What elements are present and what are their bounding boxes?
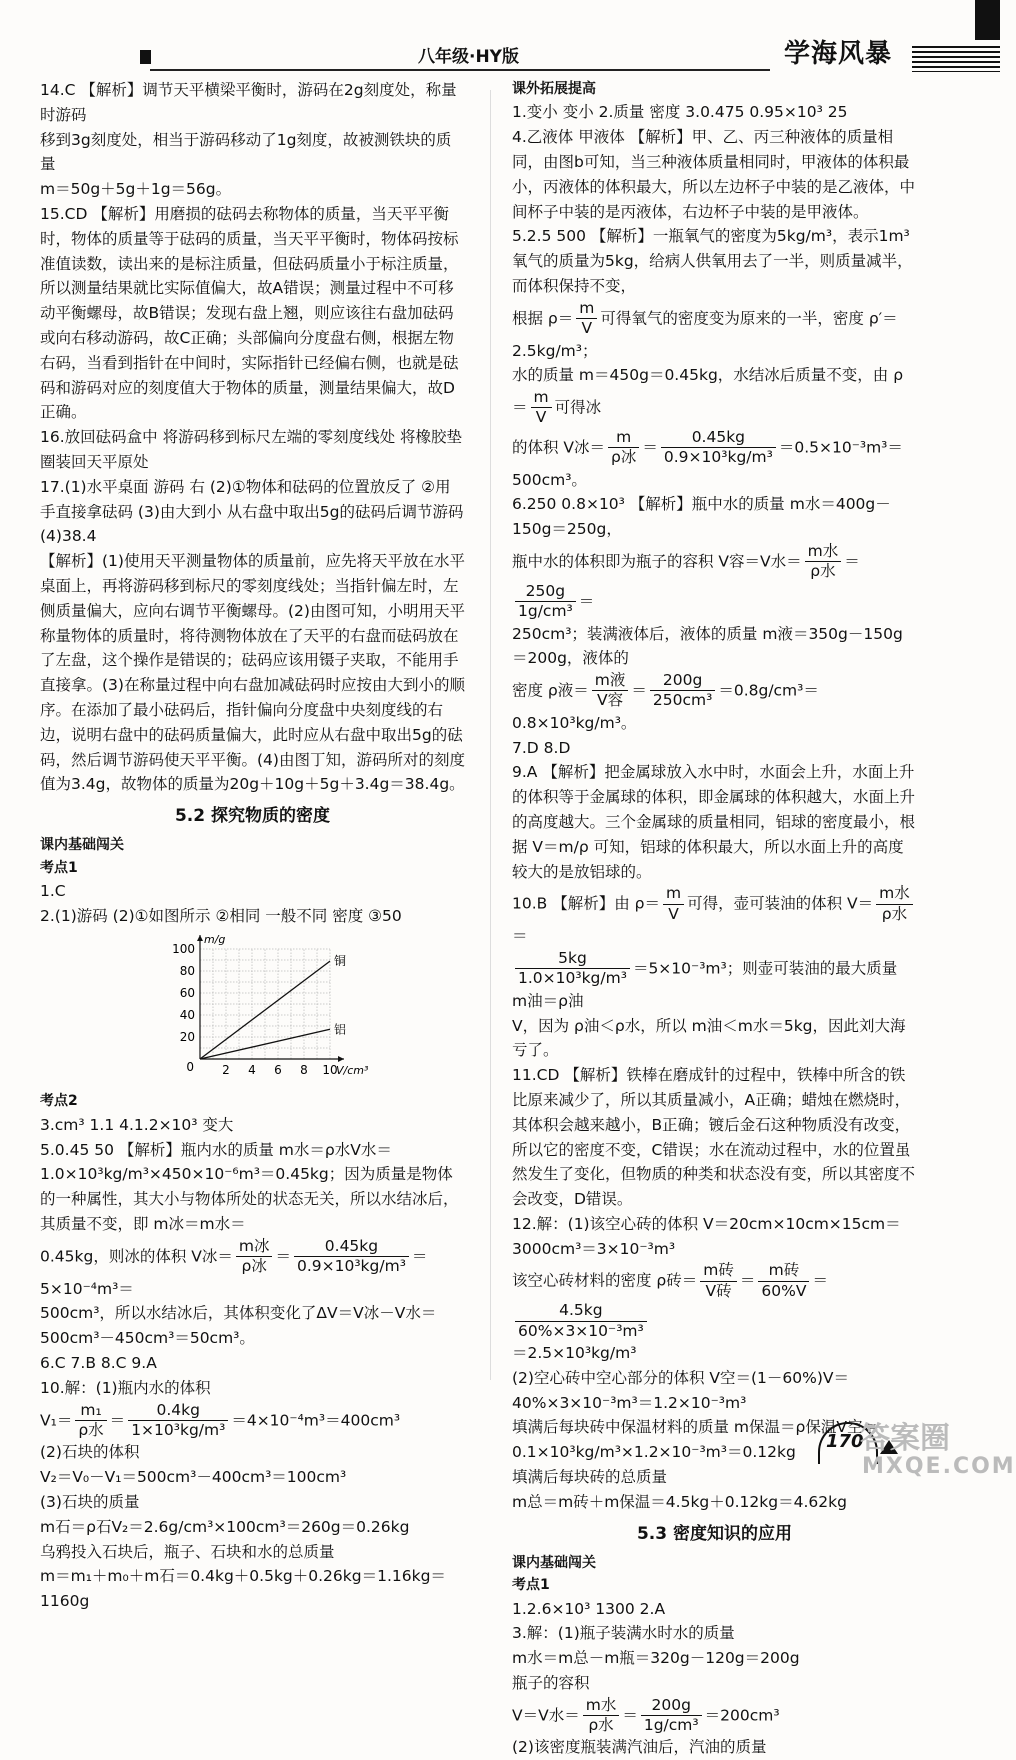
answer-10-2v: V₂＝V₀－V₁＝500cm³－400cm³＝100cm³ xyxy=(40,1468,347,1487)
answer-10-3: (3)石块的质量 xyxy=(40,1492,140,1511)
header-square-mark xyxy=(140,50,151,64)
grade-label: 八年级·HY版 xyxy=(418,47,519,67)
topic-1-b: 考点1 xyxy=(512,1577,550,1594)
ext-answer-5: 5.2.5 500 【解析】一瓶氧气的密度为5kg/m³，表示1m³氧气的质量为5kg，给病人供氧用去了一半，则质量减半，而体积保持不变， xyxy=(512,227,913,295)
page-header xyxy=(0,0,1000,75)
answer-1: 1.C xyxy=(40,882,66,901)
watermark-url: MXQE.COM xyxy=(862,1454,1016,1479)
ext-answer-4: 4.乙液体 甲液体 【解析】甲、乙、丙三种液体的质量相同，由图b可知，当三种液体质量相同时，甲液体的体积最小，丙液体的体积最大，所以左边杯子中装的是乙液体，中间杯子中装的是丙液体，右边杯子中装的是甲液体。 xyxy=(512,128,916,221)
ext-answer-9: 9.A 【解析】把金属球放入水中时，水面会上升，水面上升的体积等于金属球的体积，即金属球的体积越大，水面上升的高度越大。三个金属球的质量相同，铝球的密度最小，根据 V＝m/ρ 可知，铝球的体积最大，所以水面上升的高度较大的是放铝球的。 xyxy=(512,763,916,881)
right-column xyxy=(512,78,917,1760)
column-divider xyxy=(490,90,491,1380)
answer-10: 10.解：(1)瓶内水的体积 xyxy=(40,1378,211,1397)
sec3-answer-3: 3.解：(1)瓶子装满水时水的质量 xyxy=(512,1624,735,1643)
series-label: 铜 xyxy=(334,953,347,968)
header-rule xyxy=(150,69,770,71)
subsection-basic-2: 课内基础闯关 xyxy=(512,1554,596,1571)
ext-answer-12-b: 该空心砖材料的密度 ρ砖＝ $\frac{\text{m砖}}{\text{V砖}}$ ＝ $\frac{\text{m砖}}{60\%V}$ ＝ $\frac{4.5kg}{\text{60\%×3×10⁻³m³}}$ xyxy=(512,1261,828,1340)
y-tick-label: 80 xyxy=(179,963,195,978)
ext-answer-6-d: 密度 ρ液＝ $\frac{\text{m液}}{\text{V容}}$ ＝ $\frac{200g}{\text{250cm³}}$ ＝0.8g/cm³＝0.8×10³kg/m³。 xyxy=(512,671,819,732)
x-tick-label: 8 xyxy=(300,1062,308,1077)
x-tick-label: 6 xyxy=(274,1062,282,1077)
origin-label: 0 xyxy=(186,1059,194,1074)
x-tick-label: 10 xyxy=(322,1062,338,1077)
ext-answer-6: 6.250 0.8×10³ 【解析】瓶中水的质量 m水＝400g－150g＝250g， xyxy=(512,495,891,539)
corner-tab xyxy=(975,0,1000,40)
x-tick-label: 4 xyxy=(248,1062,256,1077)
sec3-answer-3-r: 瓶子的容积 xyxy=(512,1673,590,1692)
topic-2: 考点2 xyxy=(40,1093,78,1110)
answer-5-tail: 500cm³，所以水结冰后，其体积变化了ΔV＝V冰－V水＝500cm³－450cm³＝50cm³。 xyxy=(40,1304,437,1348)
ext-answer-12-g: m总＝m砖＋m保温＝4.5kg＋0.12kg＝4.62kg xyxy=(512,1492,847,1511)
brand-logo: 学海风暴 xyxy=(784,39,893,69)
section-title-5-2: 5.2 探究物质的密度 xyxy=(174,806,331,827)
ext-answer-6-c: 250cm³；装满液体后，液体的质量 m液＝350g－150g＝200g，液体的 xyxy=(512,624,903,668)
answer-2: 2.(1)游码 (2)①如图所示 ②相同 一般不同 密度 ③50 xyxy=(40,906,402,925)
answer-3-4: 3.cm³ 1.1 4.1.2×10³ 变大 xyxy=(40,1115,234,1134)
ext-answer-6-b: 瓶中水的体积即为瓶子的容积 V容＝V水＝ $\frac{\text{m水}}{\text{ρ水}}$ ＝ $\frac{250g}{\text{1g/cm³}}$ ＝ xyxy=(512,542,860,621)
section-title-5-3: 5.3 密度知识的应用 xyxy=(636,1523,793,1544)
x-axis-arrow xyxy=(338,1056,344,1062)
page-number: 170 xyxy=(826,1431,864,1452)
answer-15: 15.CD 【解析】用磨损的砝码去称物体的质量，当天平平衡时，物体的质量等于砝码的质量，当天平平衡时，物体码按标准值读数，读出来的是标注质量，但砝码质量小于标注质量，所以测量结果就比实际值偏大，故A错误；测量过程中不可移动平衡螺母，故B错误；发现右盘上翘，则应该往右盘加砝码或向右移动游码，故C正确；头部偏向分度盘右侧，根据左物右码，当看到指针在中间时，实际指针已经偏右侧，也就是砝码和游码对应的刻度值大于物体的质量，测量结果偏大，故D正确。 xyxy=(40,204,459,422)
y-tick-label: 20 xyxy=(179,1029,195,1044)
subsection-basic: 课内基础闯关 xyxy=(40,837,124,854)
y-axis-label: m/g xyxy=(204,932,226,946)
answer-14: 14.C 【解析】调节天平横梁平衡时，游码在2g刻度处，称量时游码 移到3g刻度处，相当于游码移动了1g刻度，故被测铁块的质量 m＝50g＋5g＋1g＝56g。 xyxy=(40,81,457,199)
header-stripes xyxy=(912,46,1000,72)
ext-answer-10-b: $\frac{5kg}{\text{1.0×10³kg/m³}}$ ＝5×10⁻³m³；则壶可装油的最大质量 m油＝ρ油 xyxy=(512,948,898,1010)
y-tick-label: 60 xyxy=(179,985,195,1000)
topic-1: 考点1 xyxy=(40,859,78,876)
answer-6-9: 6.C 7.B 8.C 9.A xyxy=(40,1353,157,1372)
answer-10-4: 乌鸦投入石块后，瓶子、石块和水的总质量 xyxy=(40,1542,335,1561)
ext-answer-12-c: ＝2.5×10³kg/m³ xyxy=(512,1343,637,1362)
answer-10-3m: m石＝ρ石V₂＝2.6g/cm³×100cm³＝260g＝0.26kg xyxy=(40,1517,410,1536)
ext-answer-1-3: 1.变小 变小 2.质量 密度 3.0.475 0.95×10³ 25 xyxy=(512,103,848,122)
ext-answer-7-8: 7.D 8.D xyxy=(512,738,571,757)
answer-17-analysis: 【解析】(1)使用天平测量物体的质量前，应先将天平放在水平桌面上，再将游码移到标尺的零刻度线处；当指针偏左时，左侧质量偏大，应向右调节平衡螺母。(2)由图可知，小明用天平称量物体的质量时，将待测物体放在了天平的右盘而砝码放在了左盘，这个操作是错误的；砝码应该用镊子夹取，不能用手直接拿。(3)在称量过程中向右盘加减砝码时应按由大到小的顺序。在添加了最小砝码后，指针偏向分度盘中央刻度线的右边，说明右盘中的砝码质量偏大，此时应从右盘中取出5g的砝码，然后调节游码使天平平衡。(4)由图丁知，游码所对的刻度值为3.4g，故物体的质量为20g＋10g＋5g＋3.4g＝38.4g。 xyxy=(40,552,465,794)
subsection-extension: 课外拓展提高 xyxy=(512,81,596,97)
ext-answer-5-d: 的体积 V冰＝ $\frac{m}{\text{ρ冰}}$ ＝ $\frac{0.45kg}{\text{0.9×10³kg/m³}}$ ＝0.5×10⁻³m³＝500cm³。 xyxy=(512,427,903,489)
sec3-answer-3-v: V＝V水＝ $\frac{\text{m水}}{\text{ρ水}}$ ＝ $\frac{200g}{\text{1g/cm³}}$ ＝200cm³ xyxy=(512,1695,780,1735)
answer-10-v1: V₁＝ $\frac{\text{m₁}}{\text{ρ水}}$ ＝ $\frac{0.4kg}{\text{1×10³kg/m³}}$ ＝4×10⁻⁴m³＝400cm³ xyxy=(40,1400,401,1439)
series-label: 铝 xyxy=(334,1021,347,1036)
ext-answer-12-f: 填满后每块砖的总质量 xyxy=(512,1467,668,1486)
sec3-answer-3-m: m水＝m总－m瓶＝320g－120g＝200g xyxy=(512,1649,800,1668)
sec3-answer-3-b: (2)该密度瓶装满汽油后，汽油的质量 xyxy=(512,1738,767,1757)
answer-16: 16.放回砝码盒中 将游码移到标尺左端的零刻度线处 将橡胶垫圈装回天平原处 xyxy=(40,428,463,471)
answer-5: 5.0.45 50 【解析】瓶内水的质量 m水＝ρ水V水＝1.0×10³kg/m³×450×10⁻⁶m³＝0.45kg；因为质量是物体的一种属性，其大小与物体所处的状态无关，所以水结冰后，其质量不变，即 m冰＝m水＝ xyxy=(40,1140,459,1234)
ext-answer-11: 11.CD 【解析】铁棒在磨成针的过程中，铁棒中所含的铁比原来减少了，所以其质量减小，A正确；蜡烛在燃烧时，其体积会越来越小，B正确；镀后金石这种物质没有改变，所以它的密度不变，C错误；水在流动过程中，水的位置虽然发生了变化，但物质的种类和状态没有变，所以其密度不会改变，D错误。 xyxy=(512,1066,916,1209)
answer-17: 17.(1)水平桌面 游码 右 (2)①物体和砝码的位置放反了 ②用手直接拿砝码 (3)由大到小 从右盘中取出5g的砝码后调节游码 (4)38.4 xyxy=(40,477,464,546)
y-axis-arrow xyxy=(197,935,203,941)
ext-answer-10: 10.B 【解析】由 ρ＝ $\frac{m}{V}$ 可得，壶可装油的体积 V＝ $\frac{\text{m水}}{\text{ρ水}}$ ＝ xyxy=(512,884,917,949)
ext-answer-10-c: V，因为 ρ油＜ρ水，所以 m油＜m水＝5kg，因此刘大海亏了。 xyxy=(512,1016,906,1060)
y-tick-label: 40 xyxy=(179,1007,195,1022)
left-column xyxy=(40,78,465,1614)
answer-10-2: (2)石块的体积 xyxy=(40,1443,140,1462)
ext-answer-12-e: 填满后每块砖中保温材料的质量 m保温＝ρ保温V空＝0.1×10³kg/m³×1.2×10⁻³m³＝0.12kg xyxy=(512,1418,878,1462)
x-axis-label: V/cm³ xyxy=(336,1063,369,1077)
watermark-logo: 答案圈 xyxy=(860,1421,950,1456)
ext-answer-12: 12.解：(1)该空心砖的体积 V＝20cm×10cm×15cm＝3000cm³＝3×10⁻³m³ xyxy=(512,1214,901,1258)
answer-5-formula: 0.45kg，则冰的体积 V冰＝ $\frac{\text{m冰}}{\text{ρ冰}}$ ＝ $\frac{0.45kg}{\text{0.9×10³kg/m³}}$ ＝5×10⁻⁴m³＝ xyxy=(40,1236,428,1298)
ext-answer-12-d: (2)空心砖中空心部分的体积 V空＝(1－60%)V＝40%×3×10⁻³m³＝1.2×10⁻³m³ xyxy=(512,1368,849,1412)
mass-volume-chart xyxy=(160,931,370,1081)
y-tick-label: 100 xyxy=(172,941,195,956)
answer-10-4m: m＝m₁＋m₀＋m石＝0.4kg＋0.5kg＋0.26kg＝1.16kg＝1160g xyxy=(40,1567,446,1611)
sec3-answer-1-2: 1.2.6×10³ 1300 2.A xyxy=(512,1599,666,1618)
ext-answer-5-c: 水的质量 m＝450g＝0.45kg，水结冰后质量不变，由 ρ＝ $\frac{m}{V}$ 可得冰 xyxy=(512,366,904,427)
ext-answer-5-b: 根据 ρ＝ $\frac{m}{V}$ 可得氧气的密度变为原来的一半，密度 ρ′＝2.5kg/m³； xyxy=(512,298,898,360)
x-tick-label: 2 xyxy=(222,1062,230,1077)
